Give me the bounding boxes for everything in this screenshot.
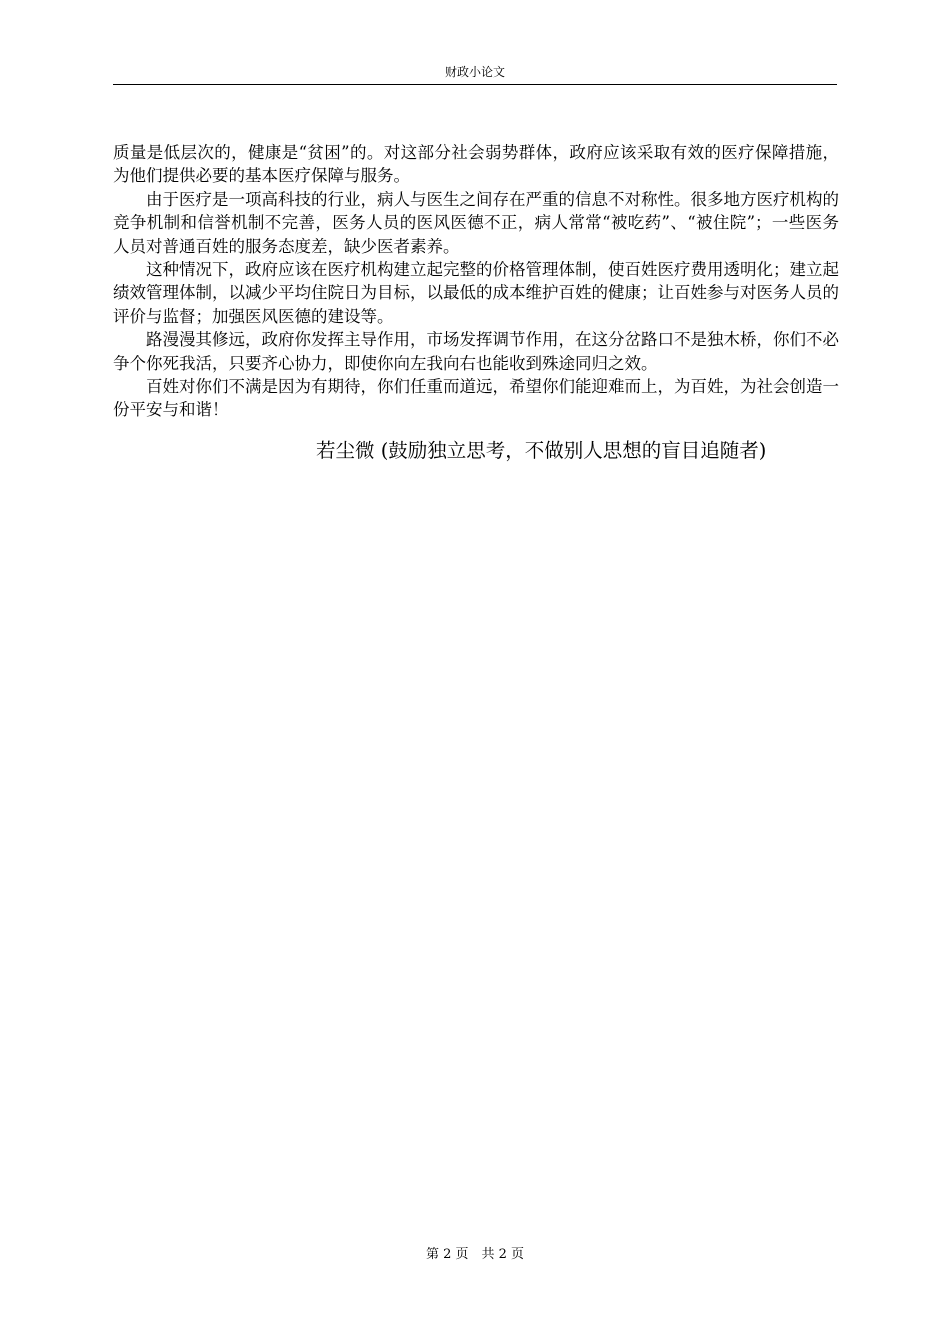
paragraph-2: 由于医疗是一项高科技的行业，病人与医生之间存在严重的信息不对称性。很多地方医疗机构的竞争机制和信誉机制不完善，医务人员的医风医德不正，病人常常“被吃药”、“被住院”；一些医务人员对普通百姓的服务态度差，缺少医者素养。 bbox=[113, 189, 839, 256]
header-title: 财政小论文 bbox=[444, 65, 505, 79]
paragraph-1: 质量是低层次的，健康是“贫困”的。对这部分社会弱势群体，政府应该采取有效的医疗保障措施，为他们提供必要的基本医疗保障与服务。 bbox=[113, 143, 839, 186]
paragraph-5: 百姓对你们不满是因为有期待，你们任重而道远，希望你们能迎难而上，为百姓，为社会创造一份平安与和谐！ bbox=[113, 377, 839, 420]
page-header bbox=[113, 64, 837, 85]
paragraph-3: 这种情况下，政府应该在医疗机构建立起完整的价格管理体制，使百姓医疗费用透明化；建立起绩效管理体制，以减少平均住院日为目标，以最低的成本维护百姓的健康；让百姓参与对医务人员的评价与监督；加强医风医德的建设等。 bbox=[113, 260, 839, 326]
page-footer bbox=[0, 1246, 950, 1264]
author-signature: 若尘微 (鼓励独立思考，不做别人思想的盲目追随者) bbox=[316, 439, 767, 462]
document-body bbox=[113, 141, 839, 422]
page-number: 第 2 页 共 2 页 bbox=[425, 1247, 525, 1262]
paragraph-4: 路漫漫其修远，政府你发挥主导作用，市场发挥调节作用，在这分岔路口不是独木桥，你们不必争个你死我活，只要齐心协力，即使你向左我向右也能收到殊途同归之效。 bbox=[113, 330, 839, 373]
